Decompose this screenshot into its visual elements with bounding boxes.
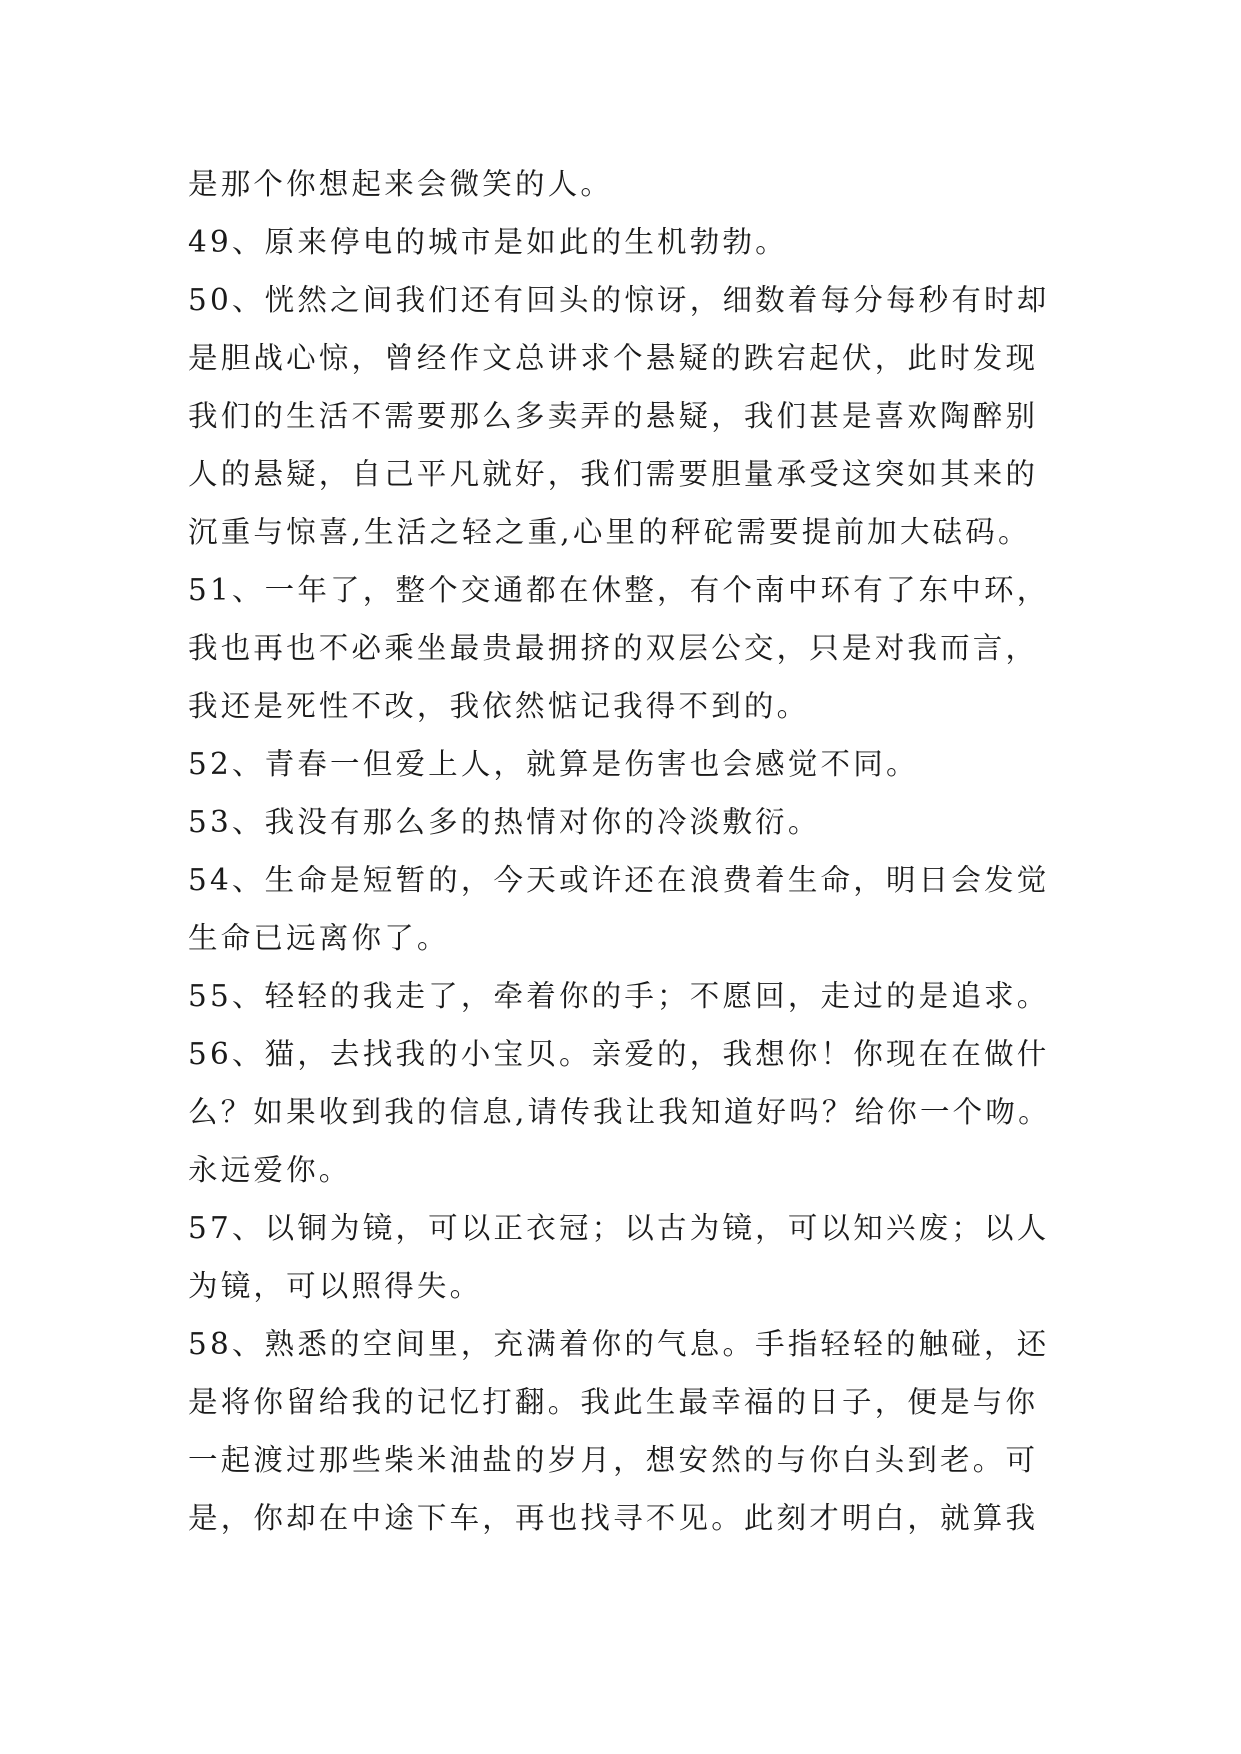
text-line: 50、恍然之间我们还有回头的惊讶，细数着每分每秒有时却	[188, 283, 1050, 317]
text-line: 53、我没有那么多的热情对你的冷淡敷衍。	[188, 805, 821, 839]
text-line: 沉重与惊喜,生活之轻之重,心里的秤砣需要提前加大砝码。	[188, 515, 1031, 549]
text-line: 是将你留给我的记忆打翻。我此生最幸福的日子，便是与你	[188, 1385, 1039, 1419]
document-body	[188, 155, 1088, 1547]
text-line: 生命已远离你了。	[188, 921, 450, 955]
text-line: 为镜，可以照得失。	[188, 1269, 483, 1303]
text-line: 是，你却在中途下车，再也找寻不见。此刻才明白，就算我	[188, 1501, 1039, 1535]
text-line: 一起渡过那些柴米油盐的岁月，想安然的与你白头到老。可	[188, 1443, 1039, 1477]
text-line: 55、轻轻的我走了，牵着你的手；不愿回，走过的是追求。	[188, 979, 1050, 1013]
text-line: 56、猫，去找我的小宝贝。亲爱的，我想你！你现在在做什	[188, 1037, 1050, 1071]
text-line: 58、熟悉的空间里，充满着你的气息。手指轻轻的触碰，还	[188, 1327, 1050, 1361]
text-line: 人的悬疑，自己平凡就好，我们需要胆量承受这突如其来的	[188, 457, 1039, 491]
text-line: 49、原来停电的城市是如此的生机勃勃。	[188, 225, 788, 259]
text-line: 54、生命是短暂的，今天或许还在浪费着生命，明日会发觉	[188, 863, 1050, 897]
text-line: 57、以铜为镜，可以正衣冠；以古为镜，可以知兴废；以人	[188, 1211, 1050, 1245]
text-line: 是那个你想起来会微笑的人。	[188, 167, 614, 201]
text-line: 我还是死性不改，我依然惦记我得不到的。	[188, 689, 810, 723]
text-line: 52、青春一但爱上人，就算是伤害也会感觉不同。	[188, 747, 919, 781]
text-line: 么？如果收到我的信息,请传我让我知道好吗？给你一个吻。	[188, 1095, 1051, 1129]
text-line: 我也再也不必乘坐最贵最拥挤的双层公交，只是对我而言，	[188, 631, 1039, 665]
text-line: 51、一年了，整个交通都在休整，有个南中环有了东中环，	[188, 573, 1050, 607]
text-line: 我们的生活不需要那么多卖弄的悬疑，我们甚是喜欢陶醉别	[188, 399, 1039, 433]
text-line: 是胆战心惊，曾经作文总讲求个悬疑的跌宕起伏，此时发现	[188, 341, 1039, 375]
text-line: 永远爱你。	[188, 1153, 352, 1187]
